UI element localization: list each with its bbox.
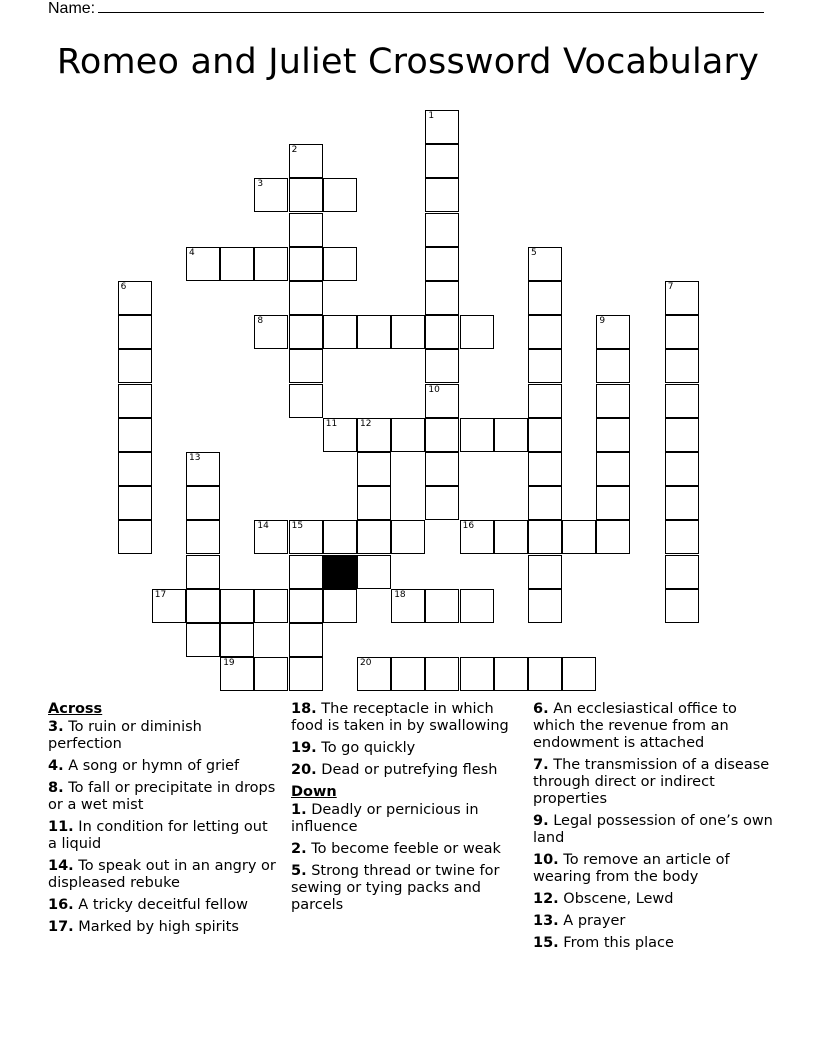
clue-item-text: To speak out in an angry or displeased rebuke (48, 858, 276, 891)
grid-cell[interactable] (254, 315, 288, 349)
grid-cell[interactable] (425, 657, 459, 691)
grid-cell[interactable] (665, 520, 699, 554)
grid-cell[interactable] (323, 589, 357, 623)
grid-cell[interactable] (186, 623, 220, 657)
clue-item-number: 6. (533, 701, 549, 717)
clue-item-number: 20. (291, 762, 317, 778)
clue-item-text: A prayer (558, 913, 626, 929)
grid-cell[interactable] (254, 247, 288, 281)
grid-cell[interactable] (562, 657, 596, 691)
clue-item-text: Marked by high spirits (73, 919, 239, 935)
clue-item-text: Strong thread or twine for sewing or tying packs and parcels (291, 863, 500, 913)
clue-number: 14 (257, 521, 269, 532)
clue-item-number: 18. (291, 701, 317, 717)
clue-number: 3 (257, 179, 264, 190)
clue-item (291, 701, 523, 735)
clue-item-text: The receptacle in which food is taken in by swallowing (291, 701, 509, 734)
grid-cell[interactable] (289, 520, 323, 554)
grid-cell[interactable] (460, 418, 494, 452)
clue-item-text: A tricky deceitful fellow (73, 897, 249, 913)
clue-number: 15 (291, 521, 304, 532)
clue-item-text: The transmission of a disease through direct or indirect properties (533, 757, 770, 807)
grid-cell[interactable] (289, 623, 323, 657)
grid-cell[interactable] (289, 178, 323, 212)
grid-cell[interactable] (289, 144, 323, 178)
clue-item-text: Dead or putrefying flesh (316, 762, 498, 778)
clue-number: 18 (394, 589, 406, 600)
across-heading: Across (48, 701, 103, 717)
grid-cell[interactable] (254, 657, 288, 691)
grid-cell[interactable] (528, 555, 562, 589)
grid-cell[interactable] (118, 452, 152, 486)
grid-cell[interactable] (528, 315, 562, 349)
grid-cell[interactable] (425, 281, 459, 315)
grid-cell[interactable] (357, 555, 391, 589)
down-heading: Down (291, 784, 337, 800)
grid-cell[interactable] (665, 452, 699, 486)
grid-cell[interactable] (186, 589, 220, 623)
across-clue-list-continued (291, 701, 523, 779)
clue-item-text: To go quickly (316, 740, 416, 756)
grid-cell[interactable] (425, 349, 459, 383)
clue-item (291, 841, 523, 858)
clue-item-text: Deadly or pernicious in influence (291, 802, 479, 835)
clues-column-3 (533, 701, 773, 957)
grid-cell[interactable] (425, 384, 459, 418)
grid-cell[interactable] (596, 520, 630, 554)
clue-number: 2 (291, 145, 298, 156)
grid-cell[interactable] (323, 520, 357, 554)
clue-item-number: 9. (533, 813, 549, 829)
grid-cell[interactable] (425, 247, 459, 281)
clue-item (48, 819, 280, 853)
grid-cell[interactable] (289, 349, 323, 383)
grid-cell[interactable] (357, 315, 391, 349)
clue-item-number: 8. (48, 780, 64, 796)
clue-number: 17 (154, 589, 167, 600)
clue-item-number: 17. (48, 919, 74, 935)
grid-cell[interactable] (289, 315, 323, 349)
clue-item (291, 740, 523, 757)
grid-cell[interactable] (118, 315, 152, 349)
clue-item (48, 758, 280, 775)
clue-number: 9 (599, 316, 606, 327)
clue-item-text: Obscene, Lewd (558, 891, 674, 907)
grid-cell[interactable] (391, 520, 425, 554)
grid-cell[interactable] (425, 486, 459, 520)
grid-cell[interactable] (425, 213, 459, 247)
down-clue-list (291, 802, 523, 914)
grid-cell[interactable] (357, 486, 391, 520)
grid-cell[interactable] (391, 418, 425, 452)
grid-cell[interactable] (357, 452, 391, 486)
grid-cell[interactable] (391, 657, 425, 691)
grid-cell[interactable] (254, 178, 288, 212)
grid-cell[interactable] (391, 315, 425, 349)
grid-cell[interactable] (118, 418, 152, 452)
clues-column-2 (291, 701, 523, 919)
clue-number: 8 (257, 316, 264, 327)
grid-cell[interactable] (665, 349, 699, 383)
grid-cell[interactable] (528, 349, 562, 383)
clue-number: 12 (360, 418, 372, 429)
grid-cell[interactable] (220, 657, 254, 691)
grid-cell[interactable] (289, 213, 323, 247)
clue-item-number: 10. (533, 852, 559, 868)
grid-block-cell (323, 555, 357, 589)
grid-cell[interactable] (460, 657, 494, 691)
clue-item (291, 802, 523, 836)
grid-cell[interactable] (425, 144, 459, 178)
grid-cell[interactable] (220, 623, 254, 657)
grid-cell[interactable] (289, 247, 323, 281)
grid-cell[interactable] (186, 486, 220, 520)
grid-cell[interactable] (357, 520, 391, 554)
clue-item-number: 11. (48, 819, 74, 835)
clue-item (533, 913, 773, 930)
grid-cell[interactable] (665, 315, 699, 349)
clue-item (291, 863, 523, 914)
clue-number: 4 (189, 247, 195, 258)
clue-number: 6 (120, 282, 127, 292)
clue-item (48, 919, 280, 936)
grid-cell[interactable] (425, 452, 459, 486)
clue-item-number: 7. (533, 757, 549, 773)
clue-item-number: 12. (533, 891, 559, 907)
clue-number: 7 (667, 282, 674, 292)
clue-item-number: 4. (48, 758, 64, 774)
clue-number: 19 (223, 658, 235, 669)
grid-cell[interactable] (528, 657, 562, 691)
grid-cell[interactable] (118, 349, 152, 383)
grid-cell[interactable] (118, 486, 152, 520)
grid-cell[interactable] (460, 589, 494, 623)
clue-item (48, 719, 280, 753)
clue-item (533, 701, 773, 752)
grid-cell[interactable] (186, 452, 220, 486)
clue-number: 11 (325, 418, 338, 429)
grid-cell[interactable] (596, 452, 630, 486)
clue-item-text: To become feeble or weak (306, 841, 501, 857)
grid-cell[interactable] (118, 281, 152, 315)
clue-number: 10 (428, 384, 440, 395)
grid-cell[interactable] (357, 418, 391, 452)
clues-column-1 (48, 701, 280, 941)
grid-cell[interactable] (152, 589, 186, 623)
grid-cell[interactable] (323, 247, 357, 281)
grid-cell[interactable] (528, 486, 562, 520)
grid-cell[interactable] (528, 418, 562, 452)
grid-cell[interactable] (528, 247, 562, 281)
grid-cell[interactable] (562, 520, 596, 554)
grid-cell[interactable] (494, 418, 528, 452)
clue-item (533, 891, 773, 908)
clue-item-text: To ruin or diminish perfection (48, 719, 202, 752)
grid-cell[interactable] (460, 315, 494, 349)
clue-item (48, 897, 280, 914)
grid-cell[interactable] (460, 520, 494, 554)
grid-cell[interactable] (665, 384, 699, 418)
clue-item-number: 19. (291, 740, 317, 756)
grid-cell[interactable] (323, 418, 357, 452)
clue-number: 13 (189, 453, 201, 463)
grid-cell[interactable] (596, 384, 630, 418)
grid-cell[interactable] (528, 452, 562, 486)
clue-item-number: 1. (291, 802, 307, 818)
grid-cell[interactable] (665, 486, 699, 520)
grid-cell[interactable] (220, 589, 254, 623)
grid-cell[interactable] (254, 520, 288, 554)
clue-number: 16 (462, 521, 475, 532)
grid-cell[interactable] (220, 247, 254, 281)
clue-item-text: A song or hymn of grief (63, 758, 240, 774)
clue-number: 5 (531, 247, 537, 258)
clue-item-text: To remove an article of wearing from the body (533, 852, 730, 885)
clue-item-number: 16. (48, 897, 74, 913)
grid-cell[interactable] (289, 281, 323, 315)
clue-item (533, 935, 773, 952)
grid-cell[interactable] (528, 589, 562, 623)
grid-cell[interactable] (528, 520, 562, 554)
grid-cell[interactable] (289, 657, 323, 691)
clue-item-text: In condition for letting out a liquid (48, 819, 268, 852)
grid-cell[interactable] (425, 418, 459, 452)
grid-cell[interactable] (289, 555, 323, 589)
grid-cell[interactable] (425, 589, 459, 623)
clue-item-text: To fall or precipitate in drops or a wet mist (48, 780, 276, 813)
grid-cell[interactable] (665, 281, 699, 315)
grid-cell[interactable] (665, 418, 699, 452)
grid-cell[interactable] (323, 178, 357, 212)
clue-item (533, 813, 773, 847)
grid-cell[interactable] (254, 589, 288, 623)
grid-cell[interactable] (289, 384, 323, 418)
grid-cell[interactable] (391, 589, 425, 623)
grid-cell[interactable] (425, 110, 459, 144)
clue-number: 1 (428, 111, 435, 121)
grid-cell[interactable] (596, 349, 630, 383)
grid-cell[interactable] (323, 315, 357, 349)
clue-item (48, 780, 280, 814)
grid-cell[interactable] (665, 555, 699, 589)
clue-item (48, 858, 280, 892)
page-title: Romeo and Juliet Crossword Vocabulary (56, 42, 760, 82)
clue-number: 20 (360, 658, 372, 669)
clue-item-number: 2. (291, 841, 307, 857)
clue-item-number: 3. (48, 719, 64, 735)
grid-cell[interactable] (289, 589, 323, 623)
grid-cell[interactable] (665, 589, 699, 623)
down-clue-list-continued (533, 701, 773, 952)
clue-item (533, 852, 773, 886)
name-label: Name: (48, 0, 96, 17)
clue-item-text: An ecclesiastical office to which the revenue from an endowment is attached (533, 701, 737, 751)
grid-cell[interactable] (186, 247, 220, 281)
clue-item-number: 14. (48, 858, 74, 874)
grid-cell[interactable] (494, 657, 528, 691)
clue-item-number: 13. (533, 913, 559, 929)
clue-item-text: Legal possession of one’s own land (533, 813, 773, 846)
grid-cell[interactable] (596, 486, 630, 520)
grid-cell[interactable] (118, 520, 152, 554)
grid-cell[interactable] (596, 418, 630, 452)
grid-cell[interactable] (528, 384, 562, 418)
clue-item (291, 762, 523, 779)
grid-cell[interactable] (528, 281, 562, 315)
clue-item (533, 757, 773, 808)
grid-cell[interactable] (186, 555, 220, 589)
grid-cell[interactable] (425, 315, 459, 349)
clue-item-text: From this place (558, 935, 674, 951)
grid-cell[interactable] (118, 384, 152, 418)
across-clue-list (48, 719, 280, 936)
grid-cell[interactable] (357, 657, 391, 691)
grid-cell[interactable] (186, 520, 220, 554)
clue-item-number: 15. (533, 935, 559, 951)
grid-cell[interactable] (596, 315, 630, 349)
grid-cell[interactable] (494, 520, 528, 554)
clue-item-number: 5. (291, 863, 307, 879)
grid-cell[interactable] (425, 178, 459, 212)
